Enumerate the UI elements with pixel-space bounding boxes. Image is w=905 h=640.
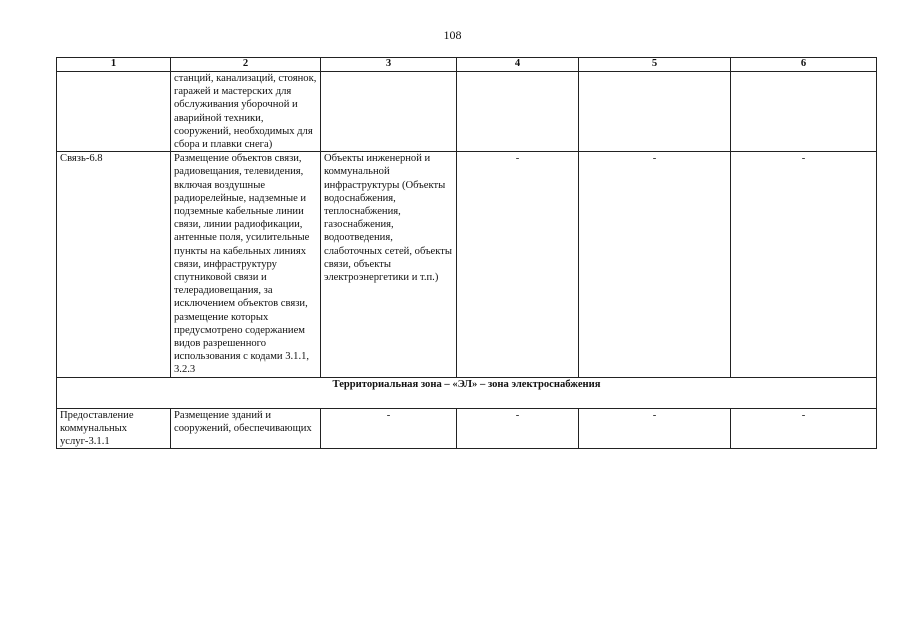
zone-heading-row — [57, 377, 877, 408]
cell-kommunal-col6: - — [731, 408, 877, 449]
cell-continued-col6 — [731, 72, 877, 152]
cell-kommunal-code: Предоставление коммунальных услуг-3.1.1 — [57, 408, 171, 449]
cell-continued-col3 — [321, 72, 457, 152]
cell-svyaz-auxiliary: Объекты инженерной и коммунальной инфраструктуры (Объекты водоснабжения, теплоснабжения, газоснабжения, водоотведения, слаботочных сетей, объекты связи, объекты электроэнергетики и т.п.) — [321, 152, 457, 377]
cell-continued-col2: станций, канализаций, стоянок, гаражей и мастерских для обслуживания уборочной и аварийной техники, сооружений, необходимых для сбора и плавки снега) — [171, 72, 321, 152]
table-row-kommunal — [57, 408, 877, 449]
table-row-svyaz — [57, 152, 877, 377]
cell-svyaz-col5: - — [579, 152, 731, 377]
cell-kommunal-description: Размещение зданий и сооружений, обеспечивающих — [171, 408, 321, 449]
cell-continued-col1 — [57, 72, 171, 152]
header-col-1: 1 — [57, 58, 171, 72]
header-col-2: 2 — [171, 58, 321, 72]
cell-svyaz-description: Размещение объектов связи, радиовещания, телевидения, включая воздушные радиорелейные, надземные и подземные кабельные линии связи, линии радиофикации, антенные поля, усилительные пункты на кабельных линиях связи, инфраструктуру спутниковой связи и телерадиовещания, за исключением объектов связи, размещение которых предусмотрено содержанием видов разрешенного использования с кодами 3.1.1, 3.2.3 — [171, 152, 321, 377]
header-row — [57, 58, 877, 72]
header-col-4: 4 — [457, 58, 579, 72]
table-row-continued — [57, 72, 877, 152]
header-col-5: 5 — [579, 58, 731, 72]
cell-continued-col4 — [457, 72, 579, 152]
header-col-6: 6 — [731, 58, 877, 72]
cell-kommunal-col3: - — [321, 408, 457, 449]
cell-continued-col5 — [579, 72, 731, 152]
cell-svyaz-col6: - — [731, 152, 877, 377]
cell-kommunal-col5: - — [579, 408, 731, 449]
zone-heading: Территориальная зона – «ЭЛ» – зона электроснабжения — [57, 377, 877, 408]
page-number: 108 — [443, 28, 462, 42]
cell-svyaz-col4: - — [457, 152, 579, 377]
land-use-table — [56, 57, 877, 449]
header-col-3: 3 — [321, 58, 457, 72]
cell-svyaz-code: Связь-6.8 — [57, 152, 171, 377]
cell-kommunal-col4: - — [457, 408, 579, 449]
